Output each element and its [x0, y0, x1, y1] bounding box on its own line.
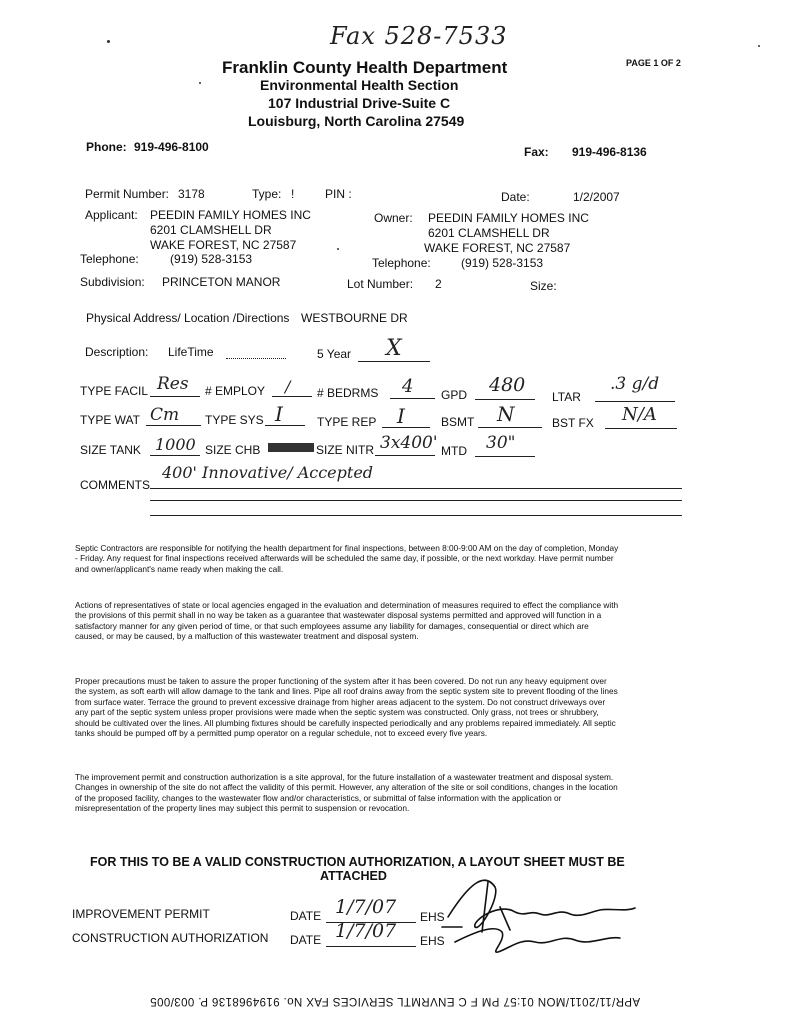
size-chb-redaction: [268, 443, 314, 452]
size-label: Size:: [530, 279, 557, 293]
applicant-label: Applicant:: [85, 208, 138, 222]
physical-address-label: Physical Address/ Location /Directions: [86, 311, 290, 325]
comments-line-2: [150, 500, 682, 501]
improvement-ehs-label: EHS: [420, 910, 445, 924]
fax-transmission-footer: APR/11/2011/MON 01:57 PM F C ENVRMTL SERVICES FAX No. 9194968136 P. 003/005: [149, 995, 641, 1007]
fax-label: Fax:: [524, 145, 549, 159]
ltar-line: [595, 401, 675, 402]
type-value: !: [291, 187, 295, 201]
lifetime-line: [226, 358, 286, 359]
bst-fx-line: [605, 428, 677, 429]
improvement-date-label: DATE: [290, 909, 322, 923]
ltar-value: .3 g/d: [610, 374, 660, 394]
size-tank-label: SIZE TANK: [80, 443, 141, 457]
employ-label: # EMPLOY: [205, 384, 266, 398]
construction-date: 1/7/07: [335, 920, 397, 942]
applicant-tel: (919) 528-3153: [170, 252, 253, 266]
subdivision-label: Subdivision:: [80, 275, 145, 289]
five-year-line: [358, 361, 430, 362]
ehs-signatures: [440, 872, 640, 962]
permit-date: 1/2/2007: [573, 190, 620, 204]
notice-line1: FOR THIS TO BE A VALID CONSTRUCTION AUTHORIZATION, A LAYOUT SHEET MUST BE: [90, 855, 625, 869]
bst-fx-value: N/A: [622, 404, 657, 425]
size-chb-label: SIZE CHB: [205, 443, 261, 457]
type-facil-line: [150, 396, 200, 397]
type-wat-label: TYPE WAT: [80, 413, 140, 427]
permit-number: 3178: [178, 187, 205, 201]
mtd-value: 30": [486, 433, 516, 453]
paragraph-precautions: Proper precautions must be taken to assure the proper functioning of the system after it has been covered. Do not run any heavy equipment over the system, as soft earth will allow damage to the tank and lines. Pipe all roof drains away from the septic system site to prevent flooding of the lines from surface water. Terrace the ground to prevent excessive drainage from higher areas adjacent to the system. Do not construct driveways over any part of the septic system unless proper provisions were made when the septic system was constructed. Only grass, not trees or shrubbery, should be cultivated over the lines. All plumbing fixtures should be carefully inspected periodically and any problems repaired immediately. All septic tanks should be pumped off by a permitted pump operator on a regular schedule, not to exceed every five years.: [75, 676, 618, 739]
construction-ehs-label: EHS: [420, 934, 445, 948]
signature-2: [455, 929, 620, 952]
employ-value: /: [285, 377, 291, 396]
bedrms-label: # BEDRMS: [317, 386, 379, 400]
construction-auth-label: CONSTRUCTION AUTHORIZATION: [72, 931, 269, 945]
bsmt-value: N: [497, 402, 515, 426]
phone-label: Phone:: [86, 140, 127, 154]
gpd-label: GPD: [441, 388, 468, 402]
comments-value: 400' Innovative/ Accepted: [162, 463, 374, 482]
owner-tel-label: Telephone:: [372, 256, 431, 270]
type-label: Type:: [252, 187, 282, 201]
type-sys-label: TYPE SYS: [205, 413, 264, 427]
type-facil-value: Res: [157, 374, 189, 394]
comments-line-1: [150, 488, 682, 489]
size-nitr-label: SIZE NITR: [316, 443, 375, 457]
construction-date-label: DATE: [290, 933, 322, 947]
paragraph-inspections: Septic Contractors are responsible for notifying the health department for final inspections, between 8:00-9:00 AM on the day of completion, Monday - Friday. Any request for final inspections received afterwards will be scheduled the same day, if possible, or the next workday. Have permit number and owner/applicant's name ready when making the call.: [75, 543, 619, 574]
owner-tel: (919) 528-3153: [461, 256, 544, 270]
type-facil-label: TYPE FACIL: [80, 384, 149, 398]
pin-label: PIN :: [325, 187, 352, 201]
applicant-street: 6201 CLAMSHELL DR: [150, 223, 272, 237]
ltar-label: LTAR: [552, 390, 581, 404]
applicant-name: PEEDIN FAMILY HOMES INC: [150, 208, 311, 222]
mtd-line: [475, 456, 535, 457]
scan-speck: [337, 248, 339, 250]
scan-speck: [758, 45, 760, 47]
improvement-date: 1/7/07: [335, 896, 397, 918]
scan-speck: [199, 82, 201, 84]
type-sys-line: [265, 425, 305, 426]
bedrms-line: [390, 398, 435, 399]
notice-line2: ATTACHED: [320, 869, 387, 883]
owner-label: Owner:: [374, 211, 413, 225]
org-title: Franklin County Health Department: [222, 58, 508, 77]
comments-line-3: [150, 515, 682, 516]
section-title: Environmental Health Section: [260, 77, 459, 93]
type-wat-line: [146, 425, 201, 426]
physical-address-value: WESTBOURNE DR: [301, 311, 408, 325]
owner-city: WAKE FOREST, NC 27587: [424, 241, 571, 255]
gpd-value: 480: [489, 374, 526, 396]
description-label: Description:: [85, 345, 149, 359]
paragraph-site-approval: The improvement permit and construction authorization is a site approval, for the future installation of a wastewater treatment and disposal system. Changes in ownership of the site do not affect the validity of this permit. However, any alteration of the site or soil conditions, changes in the location of the proposed facility, changes to the wastewater flow and/or characteristics, or submittal of false information with the application or misrepresentation of the property lines may subject this permit to suspension or revocation.: [75, 772, 618, 814]
owner-street: 6201 CLAMSHELL DR: [428, 226, 550, 240]
applicant-tel-label: Telephone:: [80, 252, 139, 266]
bst-fx-label: BST FX: [552, 416, 594, 430]
lot-value: 2: [435, 277, 442, 291]
mtd-label: MTD: [441, 444, 467, 458]
size-nitr-line: [375, 455, 435, 456]
size-tank-line: [150, 455, 200, 456]
gpd-line: [475, 399, 535, 400]
fax-value: 919-496-8136: [572, 145, 647, 159]
subdivision-value: PRINCETON MANOR: [162, 275, 281, 289]
bsmt-label: BSMT: [441, 415, 475, 429]
owner-name: PEEDIN FAMILY HOMES INC: [428, 211, 589, 225]
applicant-city: WAKE FOREST, NC 27587: [150, 238, 297, 252]
type-wat-value: Cm: [150, 405, 180, 425]
employ-line: [272, 396, 312, 397]
lot-label: Lot Number:: [347, 277, 414, 291]
address-line1: 107 Industrial Drive-Suite C: [268, 95, 451, 111]
size-nitr-value: 3x400': [380, 433, 438, 453]
improvement-permit-label: IMPROVEMENT PERMIT: [72, 907, 210, 921]
paragraph-liability: Actions of representatives of state or local agencies engaged in the evaluation and determination of measures required to effect the compliance with the provisions of this permit shall in no way be taken as a guarantee that wastewater disposal systems permitted and approved will function in a satisfactory manner for any given period of time, or that such employees assume any liability for damages, consequential or direct which are caused, or may be caused, by a malfuction of this wastewater treatment and disposal system.: [75, 600, 619, 642]
address-line2: Louisburg, North Carolina 27549: [248, 113, 465, 129]
scan-speck: [107, 40, 110, 43]
handwritten-fax-number: Fax 528-7533: [330, 22, 508, 50]
type-sys-value: I: [275, 402, 283, 426]
comments-label: COMMENTS: [80, 478, 150, 492]
date-label: Date:: [501, 190, 530, 204]
construction-date-line: [326, 946, 416, 947]
five-year-label: 5 Year: [317, 347, 352, 361]
type-rep-line: [382, 427, 430, 428]
page-label: PAGE 1 OF 2: [626, 58, 681, 68]
five-year-mark: X: [386, 336, 402, 361]
type-rep-value: I: [397, 404, 405, 428]
lifetime-label: LifeTime: [168, 345, 214, 359]
bsmt-line: [478, 427, 542, 428]
phone-value: 919-496-8100: [134, 140, 209, 154]
signature-1: [448, 880, 635, 927]
bedrms-value: 4: [402, 376, 414, 397]
permit-number-label: Permit Number:: [85, 187, 170, 201]
type-rep-label: TYPE REP: [317, 415, 377, 429]
size-tank-value: 1000: [155, 435, 196, 454]
